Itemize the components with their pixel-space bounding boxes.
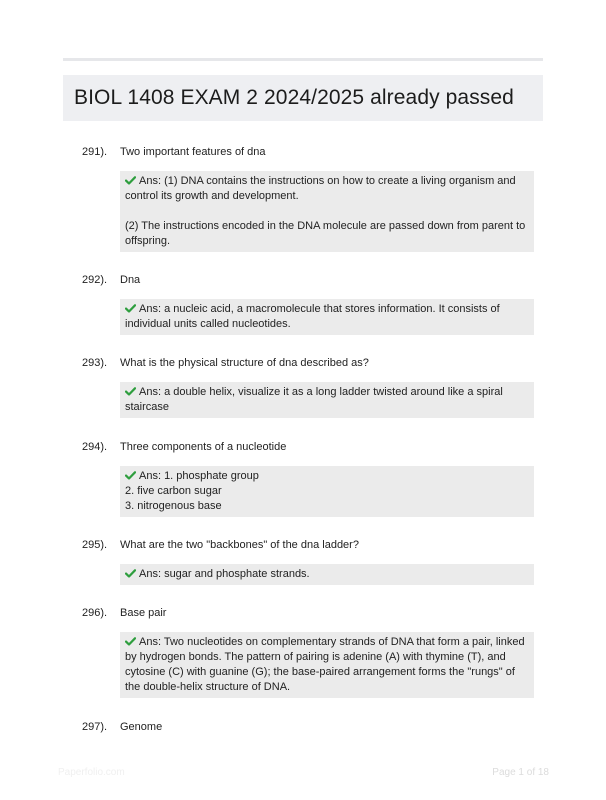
- qa-item-297: [82, 720, 542, 734]
- qa-item-296: [82, 606, 542, 698]
- answer-box: [120, 466, 534, 517]
- answer-text: Ans: sugar and phosphate strands.: [139, 568, 310, 580]
- document-title: BIOL 1408 EXAM 2 2024/2025 already passed: [74, 86, 514, 109]
- question-text: Dna: [120, 274, 141, 286]
- footer-watermark: Paperfolio.com: [58, 767, 125, 778]
- answer-box: [120, 171, 534, 252]
- answer-text: Ans: 1. phosphate group: [139, 470, 259, 482]
- answer-box: [120, 632, 534, 698]
- question-number: 297).: [82, 721, 108, 733]
- answer-box: [120, 382, 534, 418]
- question-text: Base pair: [120, 607, 167, 619]
- answer-text: 3. nitrogenous base: [125, 500, 222, 512]
- question-text: What is the physical structure of dna described as?: [120, 357, 369, 369]
- question-text: What are the two "backbones" of the dna ladder?: [120, 539, 359, 551]
- question-text: Two important features of dna: [120, 146, 266, 158]
- question-number: 296).: [82, 607, 108, 619]
- check-icon: [125, 471, 136, 480]
- answer-box: [120, 564, 534, 585]
- answer-text: Ans: a nucleic acid, a macromolecule that stores information. It consists of individual units called nucleotides.: [125, 303, 500, 330]
- qa-item-291: [82, 145, 542, 252]
- top-divider: [63, 58, 543, 61]
- qa-item-293: [82, 356, 542, 418]
- check-icon: [125, 637, 136, 646]
- answer-text: 2. five carbon sugar: [125, 485, 222, 497]
- page-indicator: Page 1 of 18: [492, 767, 549, 778]
- qa-item-294: [82, 440, 542, 517]
- qa-item-292: [82, 273, 542, 335]
- check-icon: [125, 387, 136, 396]
- title-banner: [63, 75, 543, 121]
- check-icon: [125, 569, 136, 578]
- check-icon: [125, 176, 136, 185]
- question-number: 292).: [82, 274, 108, 286]
- answer-text: (2) The instructions encoded in the DNA molecule are passed down from parent to offspring.: [125, 220, 526, 247]
- answer-text: Ans: (1) DNA contains the instructions on how to create a living organism and control its growth and development.: [125, 175, 516, 202]
- question-number: 291).: [82, 146, 108, 158]
- question-number: 293).: [82, 357, 108, 369]
- answer-box: [120, 299, 534, 335]
- question-number: 295).: [82, 539, 108, 551]
- check-icon: [125, 304, 136, 313]
- question-text: Three components of a nucleotide: [120, 441, 287, 453]
- answer-text: Ans: a double helix, visualize it as a long ladder twisted around like a spiral staircase: [125, 386, 503, 413]
- question-text: Genome: [120, 721, 163, 733]
- answer-text: Ans: Two nucleotides on complementary strands of DNA that form a pair, linked by hydrogen bonds. The pattern of pairing is adenine (A) with thymine (T), and cytosine (C) with guanine (G); the base-paired arrangement forms the "rungs" of the double-helix structure of DNA.: [125, 636, 525, 693]
- question-number: 294).: [82, 441, 108, 453]
- qa-item-295: [82, 538, 542, 585]
